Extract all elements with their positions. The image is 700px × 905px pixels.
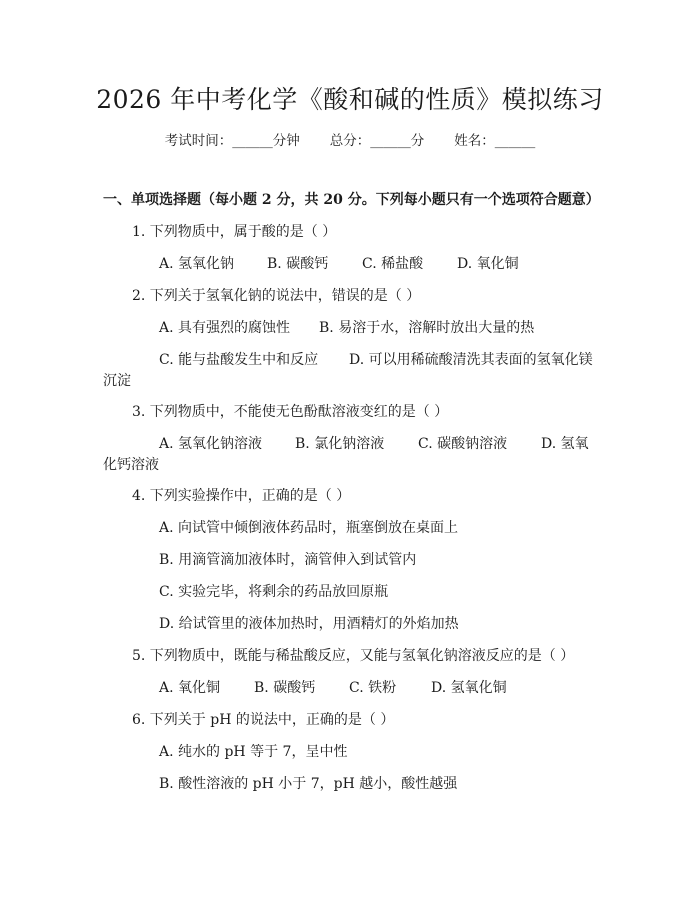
q1-option-a: A. 氢氧化钠 <box>159 256 235 272</box>
question-1-stem: 1. 下列物质中，属于酸的是（ ） <box>132 224 337 240</box>
q4-option-c: C. 实验完毕，将剩余的药品放回原瓶 <box>159 584 389 600</box>
question-1-options <box>159 254 519 274</box>
q2-option-d-continued: 沉淀 <box>103 373 131 389</box>
question-4-stem: 4. 下列实验操作中，正确的是（ ） <box>132 488 351 504</box>
question-5-options <box>159 678 507 698</box>
question-5-stem: 5. 下列物质中，既能与稀盐酸反应，又能与氢氧化钠溶液反应的是（ ） <box>132 648 575 664</box>
q1-option-b: B. 碳酸钙 <box>267 256 329 272</box>
question-2-stem: 2. 下列关于氢氧化钠的说法中，错误的是（ ） <box>132 288 421 304</box>
exam-meta <box>0 131 700 151</box>
q2-option-c: C. 能与盐酸发生中和反应 <box>159 352 319 368</box>
q5-option-a: A. 氧化铜 <box>159 680 221 696</box>
q6-option-b: B. 酸性溶液的 pH 小于 7，pH 越小，酸性越强 <box>159 776 458 792</box>
q3-option-c: C. 碳酸钠溶液 <box>418 436 508 452</box>
q1-option-c: C. 稀盐酸 <box>362 256 424 272</box>
q2-option-d: D. 可以用稀硫酸清洗其表面的氢氧化镁 <box>349 352 593 368</box>
q4-option-a: A. 向试管中倾倒液体药品时，瓶塞倒放在桌面上 <box>159 520 459 536</box>
q6-option-a: A. 纯水的 pH 等于 7，呈中性 <box>159 744 348 760</box>
q3-option-b: B. 氯化钠溶液 <box>295 436 385 452</box>
q3-option-a: A. 氢氧化钠溶液 <box>159 436 263 452</box>
student-name-field: 姓名：______ <box>454 133 536 149</box>
q5-option-b: B. 碳酸钙 <box>254 680 316 696</box>
total-score-field: 总分：______分 <box>329 133 425 149</box>
section-heading-single-choice: 一、单项选择题（每小题 2 分，共 20 分。下列每小题只有一个选项符合题意） <box>103 192 600 208</box>
question-2-options-row2 <box>159 350 593 370</box>
q4-option-b: B. 用滴管滴加液体时，滴管伸入到试管内 <box>159 552 417 568</box>
question-3-options <box>159 434 589 454</box>
page-title: 2026 年中考化学《酸和碱的性质》模拟练习 <box>96 85 604 114</box>
question-2-options-row1 <box>159 318 534 338</box>
q1-option-d: D. 氧化铜 <box>457 256 519 272</box>
q5-option-c: C. 铁粉 <box>349 680 397 696</box>
q5-option-d: D. 氢氧化铜 <box>431 680 507 696</box>
exam-time-field: 考试时间：______分钟 <box>164 133 300 149</box>
q3-option-d: D. 氢氧 <box>541 436 589 452</box>
question-6-stem: 6. 下列关于 pH 的说法中，正确的是（ ） <box>132 712 395 728</box>
q4-option-d: D. 给试管里的液体加热时，用酒精灯的外焰加热 <box>159 616 459 632</box>
q2-option-a: A. 具有强烈的腐蚀性 <box>159 320 291 336</box>
q2-option-b: B. 易溶于水，溶解时放出大量的热 <box>319 320 535 336</box>
question-3-stem: 3. 下列物质中，不能使无色酚酞溶液变红的是（ ） <box>132 404 449 420</box>
q3-option-d-continued: 化钙溶液 <box>103 457 159 473</box>
